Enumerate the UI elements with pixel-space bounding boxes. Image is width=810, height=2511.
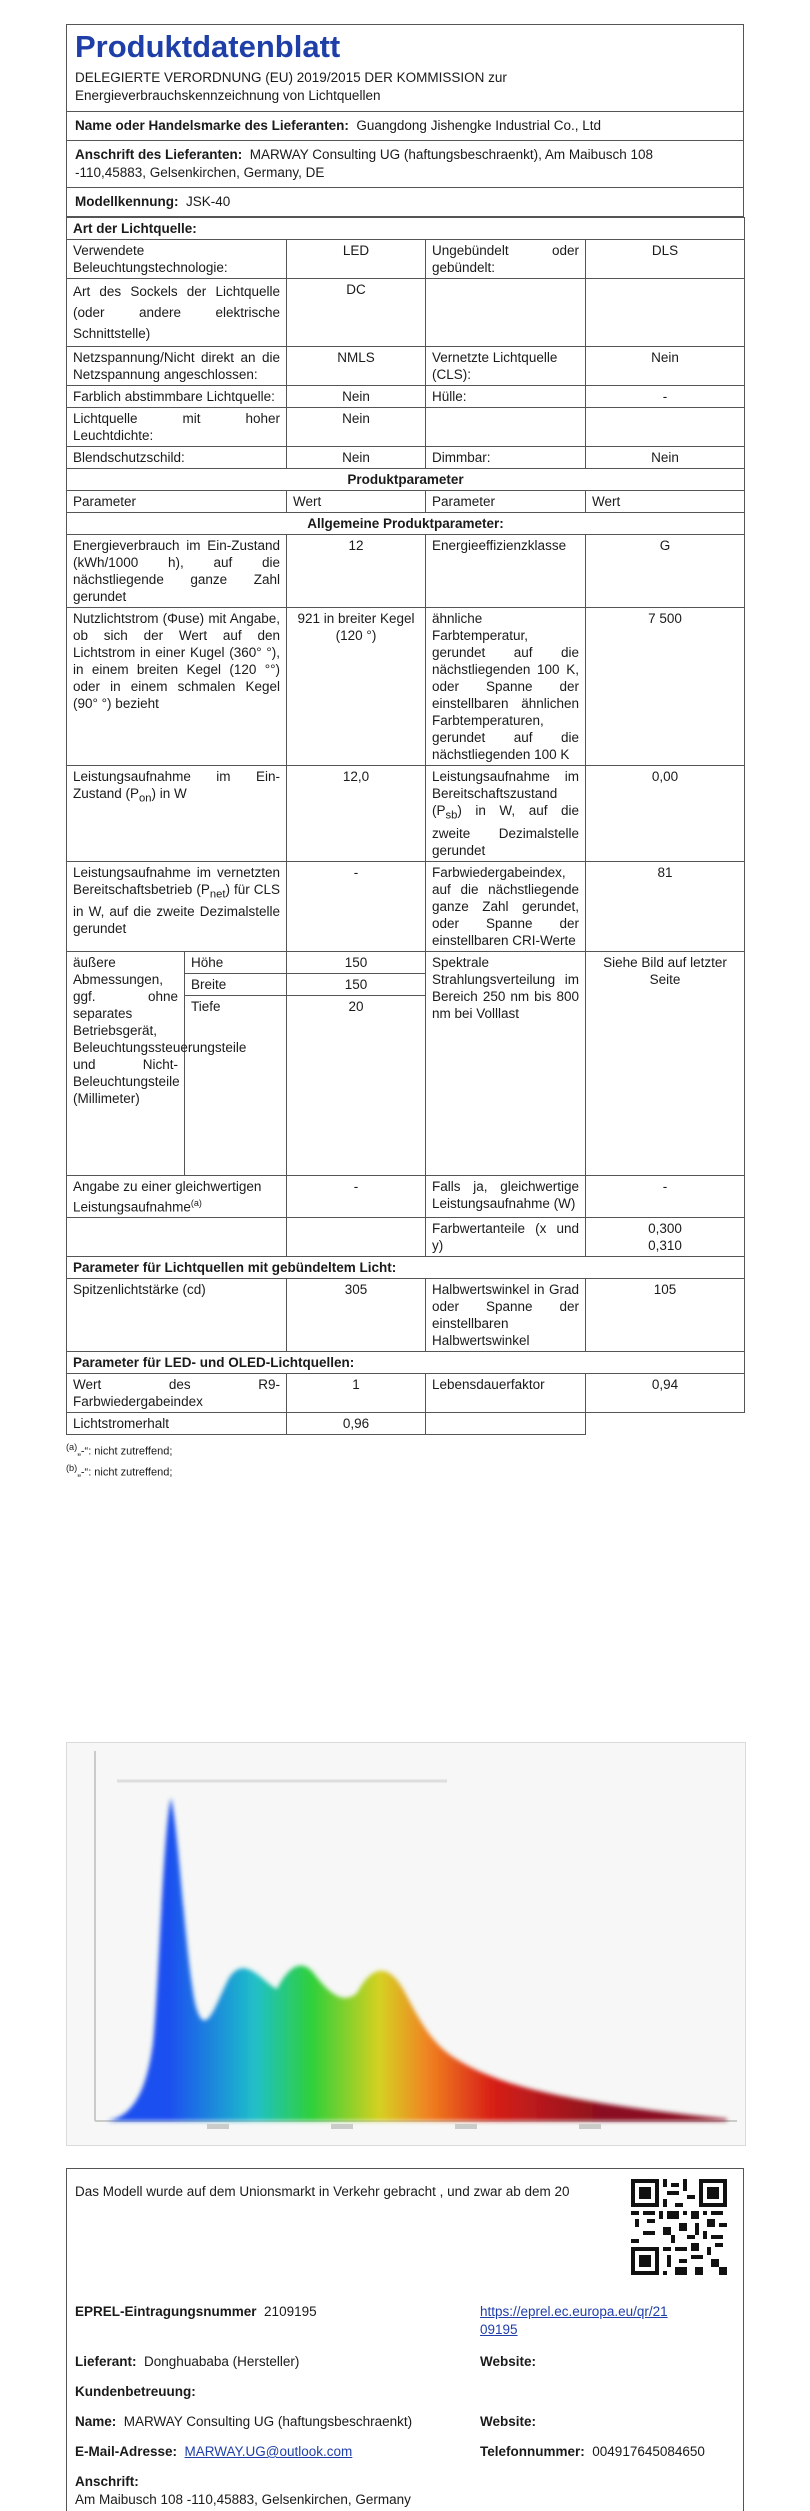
peak-label: Spitzenlichtstärke (cd): [67, 1279, 287, 1352]
eprel-label: EPREL-Eintragungsnummer: [75, 2304, 257, 2319]
spd-label: Spektrale Strahlungsverteilung im Bereich 250 nm bis 800 nm bei Volllast: [426, 951, 586, 1175]
customer-service-label: Kundenbetreuung:: [75, 2384, 196, 2399]
empty-cell: [287, 1218, 426, 1257]
market-text: Das Modell wurde auf dem Unionsmarkt in Verkehr gebracht , und zwar ab dem 20: [75, 2184, 570, 2199]
width-label: Breite: [185, 973, 287, 995]
pnet-label-b: ) für CLS in W, auf die zweite Dezimalstelle gerundet: [73, 881, 281, 937]
psb-sub: sb: [445, 809, 458, 822]
table-row: [67, 347, 745, 386]
footer-address-label: Anschrift:: [75, 2474, 139, 2489]
eprel-link-line-1[interactable]: https://eprel.ec.europa.eu/qr/21: [480, 2304, 668, 2319]
table-row: [67, 1413, 745, 1435]
empty-cell: [426, 408, 586, 447]
table-row: [67, 279, 745, 347]
phone-value: 004917645084650: [592, 2444, 705, 2459]
equiv-w-value: -: [586, 1175, 745, 1218]
table-row: [67, 1374, 745, 1413]
table-row: [67, 469, 745, 491]
r9-value: 1: [287, 1374, 426, 1413]
email-label: E-Mail-Adresse:: [75, 2444, 178, 2459]
spectrum-graphic: [67, 1743, 745, 2145]
footnote-b-sup: (b): [66, 1462, 78, 1473]
table-row: [67, 1257, 745, 1279]
title-block: [66, 24, 744, 112]
survival-value: 0,94: [586, 1374, 745, 1413]
footer-info-block: [66, 2168, 744, 2511]
height-label: Höhe: [185, 951, 287, 973]
psb-value: 0,00: [586, 766, 745, 862]
high-luminance-value: Nein: [287, 408, 426, 447]
psb-label-a: Leistungsaufnahme im Bereitschaftszustand (P: [432, 769, 579, 818]
supplier-address-value-1: MARWAY Consulting UG (haftungsbeschraenkt), Am Maibusch 108: [249, 147, 653, 162]
footnote-b-text: „-“: nicht zutreffend;: [77, 1466, 173, 1479]
cct-label: ähnliche Farbtemperatur, gerundet auf die nächstliegenden 100 K, oder Spanne der einstellbaren ähnlichen Farbtemperaturen, gerundet auf die nächstliegenden 100 K: [426, 608, 586, 766]
empty-cell: [67, 1218, 287, 1257]
table-row: [67, 951, 745, 973]
cct-value: 7 500: [586, 608, 745, 766]
mains-value: NMLS: [287, 347, 426, 386]
footer-supplier-label: Lieferant:: [75, 2354, 137, 2369]
energy-label: Energieverbrauch im Ein-Zustand (kWh/1000 h), auf die nächstliegende ganze Zahl gerundet: [67, 535, 287, 608]
pnet-sub: net: [209, 888, 226, 901]
light-source-heading: Art der Lichtquelle:: [67, 218, 745, 240]
table-row: [67, 1279, 745, 1352]
survival-label: Lebensdauerfaktor: [426, 1374, 586, 1413]
lumen-maint-value: 0,96: [287, 1413, 426, 1435]
lumen-maint-label: Lichtstromerhalt: [67, 1413, 287, 1435]
pon-label-a: Leistungsaufnahme im Ein-Zustand (P: [73, 769, 280, 801]
energy-class-value: G: [586, 535, 745, 608]
model-row: [66, 188, 744, 217]
supplier-name-row: [66, 112, 744, 141]
table-row: [67, 1218, 745, 1257]
x-tick: [331, 2124, 353, 2129]
cls-label: Vernetzte Lichtquelle (CLS):: [426, 347, 586, 386]
service-name-row: [75, 2413, 412, 2431]
pon-label-b: ) in W: [151, 786, 187, 801]
parameter-table: [66, 217, 745, 1435]
width-value: 150: [287, 973, 426, 995]
beam-label: Halbwertswinkel in Grad oder Spanne der einstellbaren Halbwertswinkel: [426, 1279, 586, 1352]
table-row: [67, 491, 745, 513]
pon-value: 12,0: [287, 766, 426, 862]
table-row: [67, 218, 745, 240]
footnote-b: [66, 1460, 744, 1481]
chroma-x: 0,300: [648, 1221, 682, 1237]
x-tick: [207, 2124, 229, 2129]
page-title: Produktdatenblatt: [75, 29, 341, 64]
table-row: [67, 513, 745, 535]
table-row: [67, 1175, 745, 1218]
empty-cell: [426, 279, 586, 347]
envelope-label: Hülle:: [426, 386, 586, 408]
cls-value: Nein: [586, 347, 745, 386]
supplier-address-row: [66, 141, 744, 188]
table-row: [67, 861, 745, 951]
email-link[interactable]: MARWAY.UG@outlook.com: [184, 2444, 353, 2459]
table-row: [67, 535, 745, 608]
eprel-link-line-2[interactable]: 09195: [480, 2322, 518, 2337]
supplier-row: [75, 2353, 299, 2371]
led-heading: Parameter für LED- und OLED-Lichtquellen:: [67, 1352, 745, 1374]
model-value: JSK-40: [186, 194, 231, 209]
cap-value: DC: [287, 279, 426, 347]
empty-cell: [586, 1413, 745, 1435]
email-row: [75, 2443, 352, 2461]
cap-label: Art des Sockels der Lichtquelle (oder andere elektrische Schnittstelle): [67, 279, 287, 347]
dimmable-value: Nein: [586, 447, 745, 469]
psb-label: [426, 766, 586, 862]
empty-cell: [586, 279, 745, 347]
pnet-label-a: Leistungsaufnahme im vernetzten Bereitschaftsbetrieb (P: [73, 864, 280, 897]
dims-label: äußere Abmessungen, ggf. ohne separates Betriebsgerät, Beleuchtungssteuerungsteile und Nicht-Beleuchtungsteile (Millimeter): [67, 951, 185, 1175]
table-row: [67, 766, 745, 862]
beam-value: 105: [586, 1279, 745, 1352]
customer-service-heading: [75, 2383, 196, 2401]
empty-cell: [586, 408, 745, 447]
pon-label: [67, 766, 287, 862]
equiv-sup: (a): [190, 1197, 202, 1208]
equiv-label-text: Angabe zu einer gleichwertigen Leistungsaufnahme: [73, 1178, 262, 1215]
phone-label: Telefonnummer:: [480, 2444, 585, 2459]
peak-value: 305: [287, 1279, 426, 1352]
equiv-value: -: [287, 1175, 426, 1218]
table-row: [67, 1352, 745, 1374]
glare-label: Blendschutzschild:: [67, 447, 287, 469]
table-row: [67, 608, 745, 766]
chroma-label: Farbwertanteile (x und y): [426, 1218, 586, 1257]
datasheet: [66, 24, 744, 1481]
chart-x-ticks: [207, 2124, 601, 2129]
depth-value: 20: [287, 995, 426, 1175]
tunable-label: Farblich abstimmbare Lichtquelle:: [67, 386, 287, 408]
spectrum-curve: [107, 1798, 727, 2121]
spd-value: Siehe Bild auf letzter Seite: [586, 951, 745, 1175]
subtitle-line-1: DELEGIERTE VERORDNUNG (EU) 2019/2015 DER KOMMISSION zur: [75, 70, 507, 85]
pon-sub: on: [139, 792, 152, 805]
psb-label-b: ) in W, auf die zweite Dezimalstelle gerundet: [432, 803, 579, 858]
table-row: [67, 408, 745, 447]
eprel-row: [75, 2303, 317, 2321]
table-row: [67, 240, 745, 279]
supplier-address-label: Anschrift des Lieferanten:: [75, 147, 243, 162]
unfocused-value: DLS: [586, 240, 745, 279]
tunable-value: Nein: [287, 386, 426, 408]
footnotes: [66, 1439, 744, 1480]
general-params-heading: Allgemeine Produktparameter:: [67, 513, 745, 535]
model-label: Modellkennung:: [75, 194, 179, 209]
chroma-value: [586, 1218, 745, 1257]
energy-class-label: Energieeffizienzklasse: [426, 535, 586, 608]
pnet-label: [67, 861, 287, 951]
flux-value: 921 in breiter Kegel (120 °): [287, 608, 426, 766]
table-row: [67, 447, 745, 469]
glare-value: Nein: [287, 447, 426, 469]
website-row-1: [480, 2353, 536, 2371]
footnote-a-text: „-“: nicht zutreffend;: [77, 1445, 173, 1458]
supplier-name-value: Guangdong Jishengke Industrial Co., Ltd: [356, 118, 602, 133]
service-name-value: MARWAY Consulting UG (haftungsbeschraenkt): [123, 2414, 413, 2429]
flux-label: Nutzlichtstrom (Φuse) mit Angabe, ob sich der Wert auf den Lichtstrom in einer Kugel (360° °), in einem breiten Kegel (120 °°) oder in einem schmalen Kegel (90° °) bezieht: [67, 608, 287, 766]
table-row: [67, 386, 745, 408]
col-header-value-1: Wert: [287, 491, 426, 513]
supplier-address-value-2: -110,45883, Gelsenkirchen, Germany, DE: [75, 165, 325, 180]
footer-supplier-value: Donghuababa (Hersteller): [144, 2354, 300, 2369]
equiv-w-label: Falls ja, gleichwertige Leistungsaufnahme (W): [426, 1175, 586, 1218]
cri-value: 81: [586, 861, 745, 951]
cri-label: Farbwiedergabeindex, auf die nächstliegende ganze Zahl gerundet, oder Spanne der einstellbaren CRI-Werte: [426, 861, 586, 951]
website-label-2: Website:: [480, 2414, 537, 2429]
x-tick: [455, 2124, 477, 2129]
mains-label: Netzspannung/Nicht direkt an die Netzspannung angeschlossen:: [67, 347, 287, 386]
col-header-param-1: Parameter: [67, 491, 287, 513]
col-header-param-2: Parameter: [426, 491, 586, 513]
empty-cell: [426, 1413, 586, 1435]
pnet-value: -: [287, 861, 426, 951]
envelope-value: -: [586, 386, 745, 408]
website-row-2: [480, 2413, 536, 2431]
footnote-a-sup: (a): [66, 1442, 78, 1453]
website-label-1: Website:: [480, 2354, 537, 2369]
service-name-label: Name:: [75, 2414, 117, 2429]
r9-label: Wert des R9-Farbwiedergabeindex: [67, 1374, 287, 1413]
eprel-value: 2109195: [264, 2304, 317, 2319]
spectral-distribution-image: [66, 1742, 746, 2146]
energy-value: 12: [287, 535, 426, 608]
phone-row: [480, 2443, 705, 2461]
directional-heading: Parameter für Lichtquellen mit gebündeltem Licht:: [67, 1257, 745, 1279]
footer-address-value: Am Maibusch 108 -110,45883, Gelsenkirchen, Germany: [75, 2492, 411, 2507]
x-tick: [579, 2124, 601, 2129]
height-value: 150: [287, 951, 426, 973]
dimmable-label: Dimmbar:: [426, 447, 586, 469]
chroma-y: 0,310: [648, 1238, 682, 1254]
subtitle-line-2: Energieverbrauchskennzeichnung von Lichtquellen: [75, 88, 381, 103]
supplier-name-label: Name oder Handelsmarke des Lieferanten:: [75, 118, 349, 133]
footnote-a: [66, 1439, 744, 1460]
col-header-value-2: Wert: [586, 491, 745, 513]
eprel-link[interactable]: [480, 2303, 668, 2339]
address-heading: [75, 2473, 139, 2491]
qr-code-icon[interactable]: [631, 2179, 727, 2275]
product-params-heading: Produktparameter: [67, 469, 745, 491]
depth-label: Tiefe: [185, 995, 287, 1175]
tech-value: LED: [287, 240, 426, 279]
high-luminance-label: Lichtquelle mit hoher Leuchtdichte:: [67, 408, 287, 447]
tech-label: Verwendete Beleuchtungstechnologie:: [67, 240, 287, 279]
equiv-label: [67, 1175, 287, 1218]
unfocused-label: Ungebündelt oder gebündelt:: [426, 240, 586, 279]
